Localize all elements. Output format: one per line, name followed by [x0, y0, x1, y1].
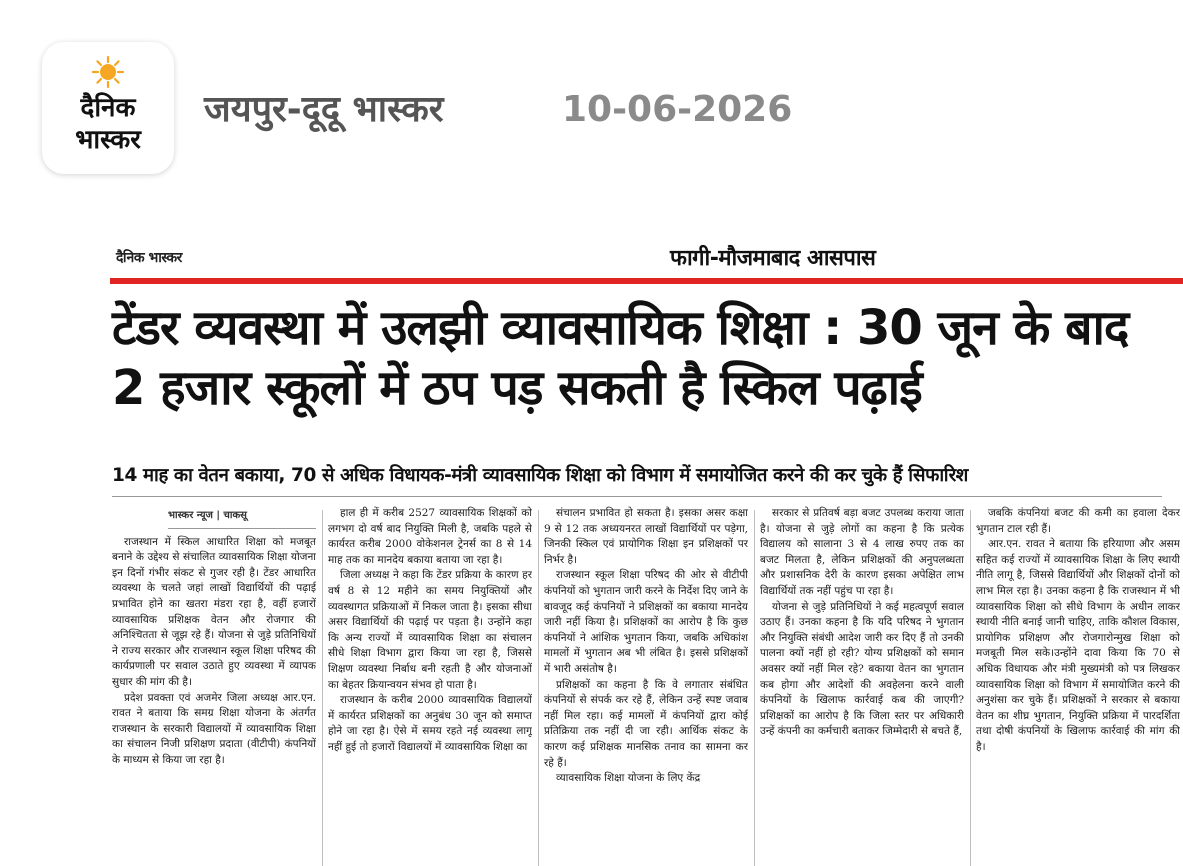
paragraph: जिला अध्यक्ष ने कहा कि टेंडर प्रक्रिया के कारण हर वर्ष 8 से 12 महीने का समय नियुक्तियों और व्यवस्थागत प्रक्रियाओं में निकल जाता है। इसका सीधा असर विद्यार्थियों की पढ़ाई पर पड़ता है। उन्होंने कहा कि अन्य राज्यों में व्यावसायिक शिक्षा का संचालन सीधे शिक्षा विभाग द्वारा किया जा रहा है, जिससे शिक्षण व्यवस्था निर्बाध बनी रहती है और योजनाओं का बेहतर क्रियान्वयन संभव हो पाता है।	[328, 569, 532, 691]
article-column-5	[976, 506, 1180, 866]
logo-text-line2: भास्कर	[75, 125, 141, 155]
subheadline-divider	[112, 496, 1162, 497]
section-title: फागी-मौजमाबाद आसपास	[670, 246, 876, 271]
column-divider	[970, 510, 971, 866]
edition-date: 10-06-2026	[562, 89, 793, 130]
paragraph: प्रशिक्षकों का कहना है कि वे लगातार संबंधित कंपनियों से संपर्क कर रहे हैं, लेकिन उन्हें स्पष्ट जवाब नहीं मिल रहा। कई मामलों में कंपनियों द्वारा कोई प्रतिक्रिया तक नहीं दी जा रही। आर्थिक संकट के कारण कई प्रशिक्षक मानसिक तनाव का सामना कर रहे हैं।	[544, 678, 748, 769]
article-subheadline: 14 माह का वेतन बकाया, 70 से अधिक विधायक-मंत्री व्यावसायिक शिक्षा को विभाग में समायोजित करने की कर चुके हैं सिफारिश	[112, 465, 968, 486]
paragraph: योजना से जुड़े प्रतिनिधियों ने कई महत्वपूर्ण सवाल उठाए हैं। उनका कहना है कि यदि परिषद ने भुगतान और नियुक्ति संबंधी आदेश जारी कर दिए हैं तो उनकी पालना क्यों नहीं हो रही? योग्य प्रशिक्षकों को समान अवसर क्यों नहीं मिल रहे? बकाया वेतन का भुगतान कब होगा और आदेशों की अवहेलना करने वाली कंपनियों के खिलाफ कार्रवाई कब की जाएगी? प्रशिक्षकों का आरोप है कि जिला स्तर पर अधिकारी उन्हें कंपनी का कर्मचारी बताकर जिम्मेदारी से बचते हैं,	[760, 600, 964, 738]
article-column-3	[544, 506, 748, 866]
paragraph: सरकार से प्रतिवर्ष बड़ा बजट उपलब्ध कराया जाता है। योजना से जुड़े लोगों का कहना है कि प्रत्येक विद्यालय को सालाना 3 से 4 लाख रुपए तक का बजट मिलता है, लेकिन प्रशिक्षकों की अनुपलब्धता और प्रशासनिक देरी के कारण इसका अपेक्षित लाभ विद्यार्थियों तक नहीं पहुंच पा रहा है।	[760, 507, 964, 597]
sun-icon	[92, 56, 124, 88]
paragraph: जबकि कंपनियां बजट की कमी का हवाला देकर भुगतान टाल रही हैं।	[976, 507, 1180, 535]
article-column-1	[112, 506, 316, 866]
newspaper-page-strip	[110, 238, 1183, 286]
article-column-2	[328, 506, 532, 866]
edition-header	[0, 0, 1183, 190]
masthead-small: दैनिक भास्कर	[116, 250, 182, 266]
paragraph: राजस्थान में स्किल आधारित शिक्षा को मजबूत बनाने के उद्देश्य से संचालित व्यावसायिक शिक्षा योजना इन दिनों गंभीर संकट से गुजर रही है। टेंडर आधारित व्यवस्था के चलते जहां लाखों विद्यार्थियों की पढ़ाई प्रभावित होने का खतरा मंडरा रहा है, वहीं हजारों व्यावसायिक प्रशिक्षक वेतन और रोजगार की अनिश्चितता से जूझ रहे हैं। योजना से जुड़े प्रतिनिधियों ने राज्य सरकार और राजस्थान स्कूल शिक्षा परिषद की कार्यप्रणाली पर सवाल उठाते हुए व्यवस्था में व्यापक सुधार की मांग की है।	[112, 535, 316, 688]
article-headline: टेंडर व्यवस्था में उलझी व्यावसायिक शिक्षा : 30 जून के बाद 2 हजार स्कूलों में ठप पड़ सकती है स्किल पढ़ाई	[112, 300, 1129, 416]
paragraph: व्यावसायिक शिक्षा योजना के लिए केंद्र	[556, 772, 701, 785]
article-byline: भास्कर न्यूज | चाकसू	[168, 508, 316, 529]
paragraph: राजस्थान के करीब 2000 व्यावसायिक विद्यालयों में कार्यरत प्रशिक्षकों का अनुबंध 30 जून को समाप्त होने जा रहा है। ऐसे में समय रहते नई व्यवस्था लागू नहीं हुई तो हजारों विद्यालयों में व्यावसायिक शिक्षा का	[328, 694, 532, 753]
paragraph: राजस्थान स्कूल शिक्षा परिषद की ओर से वीटीपी कंपनियों को भुगतान जारी करने के निर्देश दिए जाने के बावजूद कई कंपनियों ने प्रशिक्षकों का बकाया मानदेय जारी नहीं किया है। प्रशिक्षकों का आरोप है कि कुछ कंपनियों ने आंशिक भुगतान किया, जबकि अधिकांश मामलों में भुगतान अब भी लंबित है। इससे प्रशिक्षकों में भारी असंतोष है।	[544, 569, 748, 675]
column-divider	[322, 510, 323, 866]
column-divider	[754, 510, 755, 866]
column-divider	[538, 510, 539, 866]
edition-name: जयपुर-दूदू भास्कर	[204, 89, 444, 130]
dainik-bhaskar-logo[interactable]	[42, 42, 174, 174]
article-column-4	[760, 506, 964, 866]
paragraph: प्रदेश प्रवक्ता एवं अजमेर जिला अध्यक्ष आर.एन. रावत ने बताया कि समग्र शिक्षा योजना के अंतर्गत राजस्थान के सरकारी विद्यालयों में व्यावसायिक शिक्षा का संचालन निजी प्रशिक्षण प्रदाता (वीटीपी) कंपनियों के माध्यम से किया जा रहा है।	[112, 691, 316, 766]
paragraph: आर.एन. रावत ने बताया कि हरियाणा और असम सहित कई राज्यों में व्यावसायिक शिक्षा के लिए स्थायी नीति लागू है, जिससे विद्यार्थियों और शिक्षकों दोनों को लाभ मिल रहा है। उनका कहना है कि राजस्थान में भी व्यावसायिक शिक्षा को सीधे विभाग के अधीन लाकर स्थायी नीति बनाई जानी चाहिए, ताकि कौशल विकास, प्रायोगिक प्रशिक्षण और रोजगारोन्मुख शिक्षा को मजबूती मिल सके।उन्होंने दावा किया कि 70 से अधिक विधायक और मंत्री मुख्यमंत्री को पत्र लिखकर व्यावसायिक शिक्षा को विभाग में समायोजित करने की अनुशंसा कर चुके हैं। प्रशिक्षकों ने सरकार से बकाया वेतन का शीघ्र भुगतान, नियुक्ति प्रक्रिया में पारदर्शिता तथा दोषी कंपनियों के खिलाफ कार्रवाई की मांग की है।	[976, 538, 1180, 753]
paragraph: संचालन प्रभावित हो सकता है। इसका असर कक्षा 9 से 12 तक अध्ययनरत लाखों विद्यार्थियों पर पड़ेगा, जिनकी स्किल एवं प्रायोगिक शिक्षा इन प्रशिक्षकों पर निर्भर है।	[544, 507, 748, 566]
paragraph: हाल ही में करीब 2527 व्यावसायिक शिक्षकों को लगभग दो वर्ष बाद नियुक्ति मिली है, जबकि पहले से कार्यरत करीब 2000 वोकेशनल ट्रेनर्स का 8 से 14 माह तक का मानदेय बकाया बताया जा रहा है।	[328, 507, 532, 566]
article-body	[112, 506, 1183, 866]
logo-text-line1: दैनिक	[80, 93, 136, 123]
section-divider	[110, 278, 1183, 284]
